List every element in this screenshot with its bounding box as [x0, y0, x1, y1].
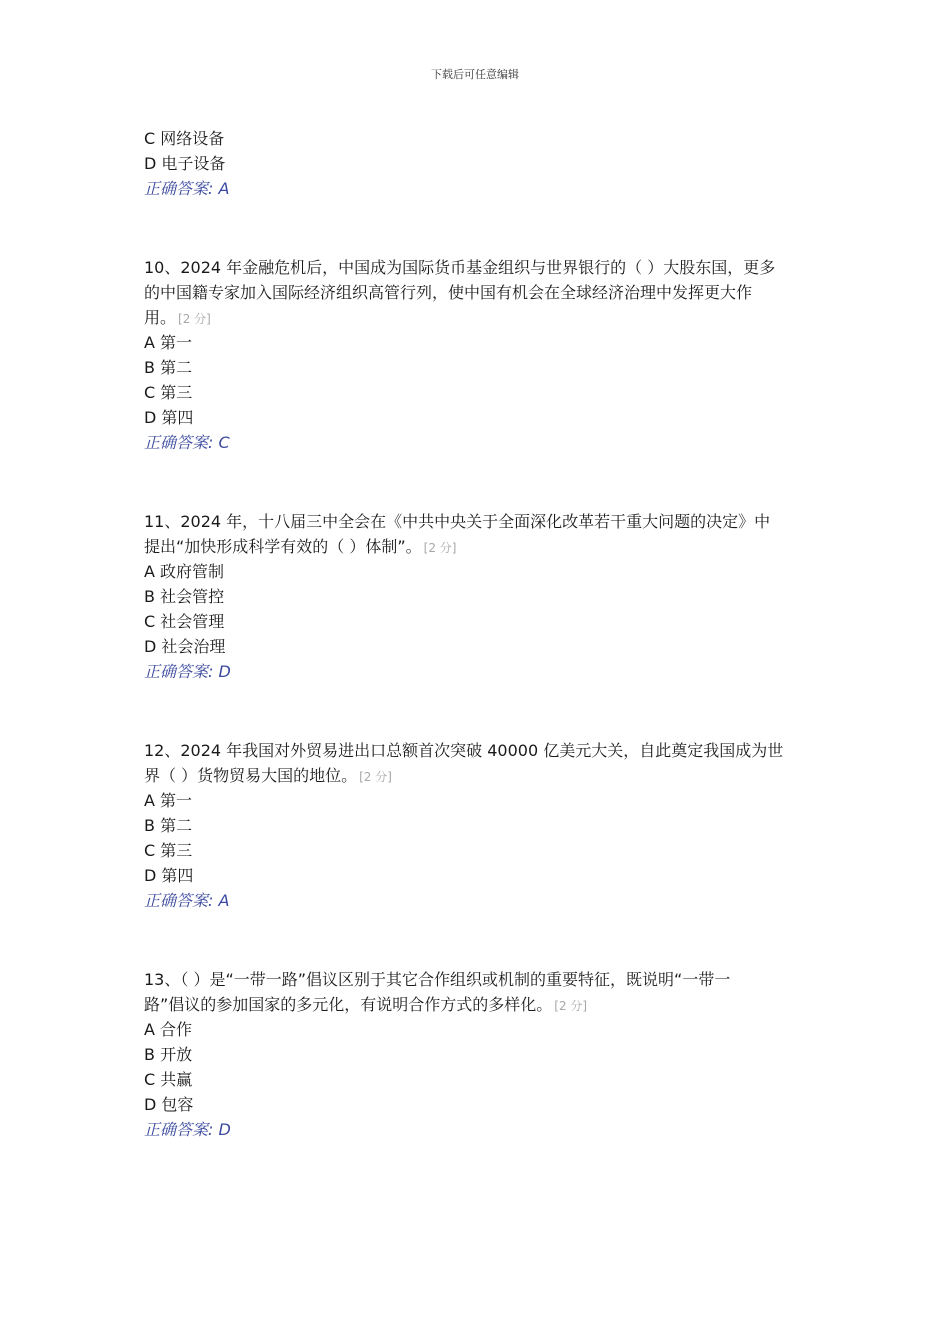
correct-answer: 正确答案: D [144, 662, 231, 681]
correct-answer: 正确答案: C [144, 433, 230, 452]
question-stem-line [144, 305, 804, 330]
question-stem-line: 10、2024 年金融危机后，中国成为国际货币基金组织与世界银行的（ ）大股东国，更多 [144, 258, 776, 277]
previous-question-tail [144, 126, 804, 201]
question-stem-line: 的中国籍专家加入国际经济组织高管行列，使中国有机会在全球经济治理中发挥更大作 [144, 283, 753, 302]
score-label: [2 分] [423, 541, 457, 555]
question-11 [144, 509, 804, 684]
question-stem-text: 路”倡议的参加国家的多元化，有说明合作方式的多样化。 [144, 995, 553, 1014]
question-stem-text: 用。 [144, 308, 177, 327]
option-a: A 第一 [144, 791, 193, 810]
option-d: D 社会治理 [144, 637, 226, 656]
question-13 [144, 967, 804, 1142]
score-label: [2 分] [554, 999, 588, 1013]
question-stem-line: 11、2024 年，十八届三中全会在《中共中央关于全面深化改革若干重大问题的决定》中 [144, 512, 771, 531]
option-b: B 社会管控 [144, 587, 225, 606]
correct-answer: 正确答案: A [144, 891, 230, 910]
question-stem-line: 13、（ ）是“一带一路”倡议区别于其它合作组织或机制的重要特征，既说明“一带一 [144, 970, 731, 989]
correct-answer: 正确答案: D [144, 1120, 231, 1139]
question-stem-text: 界（ ）货物贸易大国的地位。 [144, 766, 358, 785]
question-stem-text: 提出“加快形成科学有效的（ ）体制”。 [144, 537, 422, 556]
option-b: B 开放 [144, 1045, 193, 1064]
option-d: D 包容 [144, 1095, 194, 1114]
question-stem-line: 12、2024 年我国对外贸易进出口总额首次突破 40000 亿美元大关，自此奠定我国成为世 [144, 741, 784, 760]
option-c: C 第三 [144, 841, 193, 860]
option-a: A 第一 [144, 333, 193, 352]
option-d: D 第四 [144, 408, 194, 427]
option-a: A 政府管制 [144, 562, 225, 581]
option-a: A 合作 [144, 1020, 193, 1039]
question-stem-line [144, 763, 804, 788]
option-b: B 第二 [144, 816, 193, 835]
score-label: [2 分] [359, 770, 392, 784]
option-d: D 电子设备 [144, 154, 226, 173]
question-stem-line [144, 992, 804, 1017]
option-d: D 第四 [144, 866, 194, 885]
score-label: [2 分] [178, 312, 211, 326]
question-10 [144, 255, 804, 455]
option-c: C 共赢 [144, 1070, 193, 1089]
option-c: C 第三 [144, 383, 193, 402]
page-header: 下载后可任意编辑 [431, 68, 519, 81]
question-stem-line [144, 534, 804, 559]
quiz-content [144, 126, 804, 1142]
option-c: C 网络设备 [144, 129, 225, 148]
correct-answer: 正确答案: A [144, 179, 230, 198]
option-c: C 社会管理 [144, 612, 225, 631]
question-12 [144, 738, 804, 913]
option-b: B 第二 [144, 358, 193, 377]
